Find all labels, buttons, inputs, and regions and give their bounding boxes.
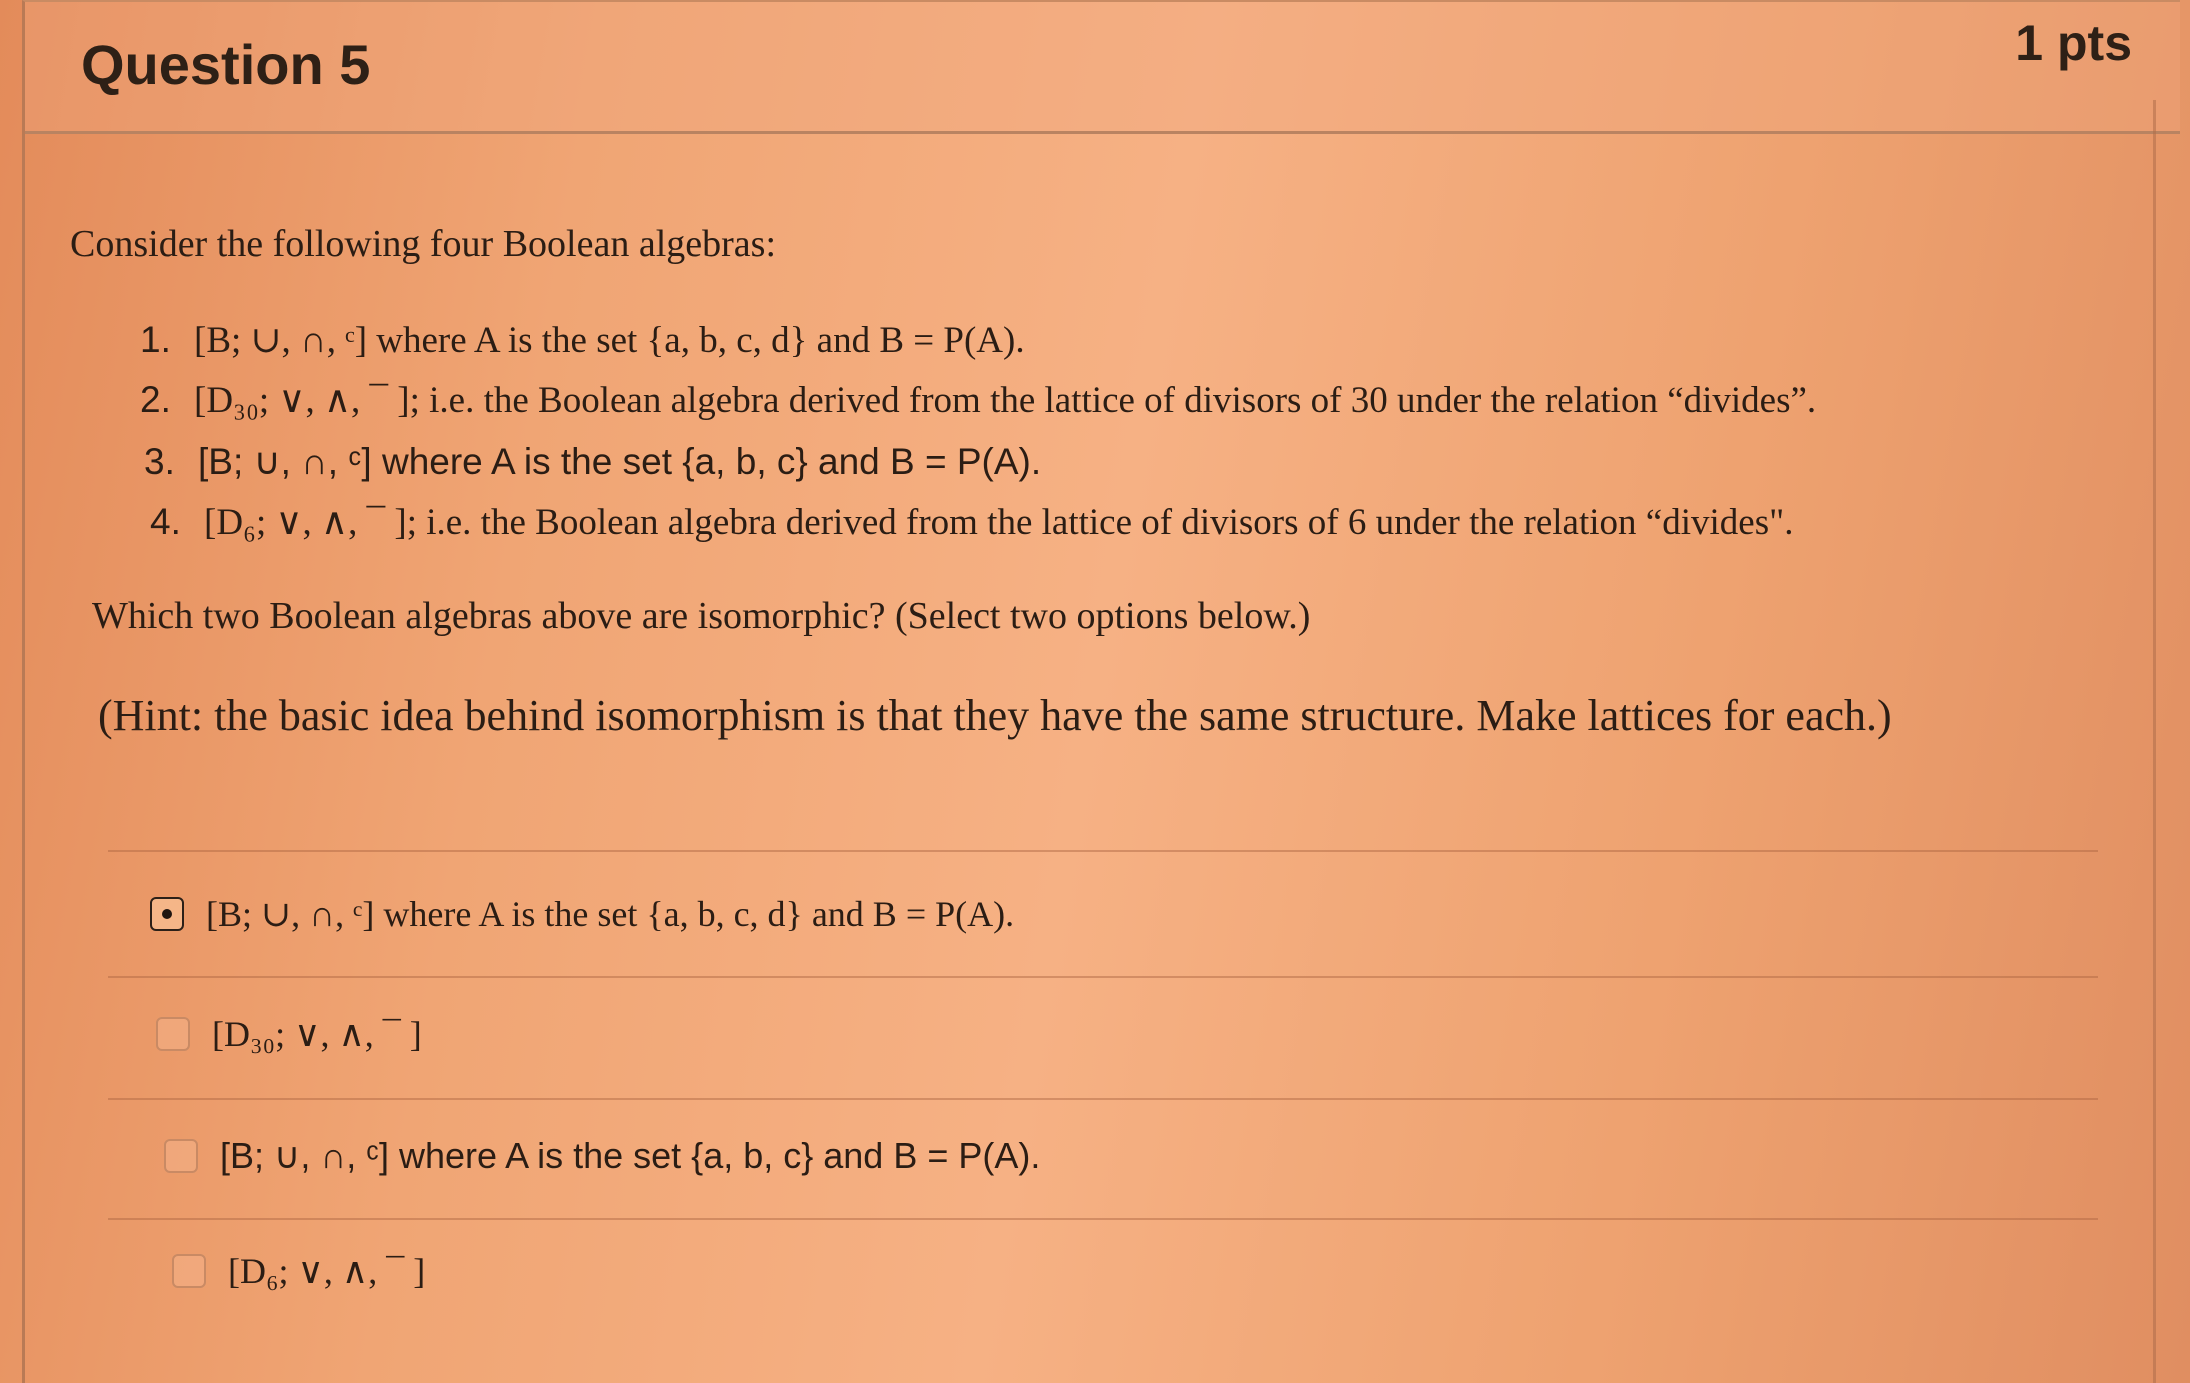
list-item-text: [B; ∪, ∩, ᶜ] where A is the set {a, b, c, d} and B = P(A). — [194, 320, 1025, 361]
option-divider — [108, 976, 2098, 978]
option-divider — [108, 1218, 2098, 1220]
question-points: 1 pts — [2015, 15, 2132, 71]
checkbox-unchecked[interactable] — [164, 1139, 198, 1173]
question-title: Question 5 — [81, 33, 371, 96]
answer-option-1[interactable] — [150, 893, 1014, 935]
option-label: [D₃₀; ∨, ∧, ¯ ] — [212, 1014, 422, 1054]
checkbox-unchecked[interactable] — [172, 1254, 206, 1288]
option-divider — [108, 850, 2098, 852]
question-prompt: Which two Boolean algebras above are isomorphic? (Select two options below.) — [92, 595, 1311, 637]
answer-option-4[interactable] — [172, 1250, 425, 1292]
option-label: [B; ∪, ∩, ᶜ] where A is the set {a, b, c} and B = P(A). — [220, 1135, 1041, 1176]
list-item-number: 1. — [140, 319, 171, 360]
algebra-list-item — [150, 500, 1793, 544]
question-header — [25, 2, 2180, 134]
algebra-list-item — [140, 318, 1025, 362]
list-item-text: [D₃₀; ∨, ∧, ¯ ]; i.e. the Boolean algebra derived from the lattice of divisors of 30 under the relation “divides”. — [194, 380, 1817, 421]
question-intro: Consider the following four Boolean algebras: — [70, 223, 777, 265]
checkbox-checked[interactable] — [150, 897, 184, 931]
option-divider — [108, 1098, 2098, 1100]
list-item-text: [B; ∪, ∩, ᶜ] where A is the set {a, b, c} and B = P(A). — [198, 441, 1042, 482]
checkbox-unchecked[interactable] — [156, 1017, 190, 1051]
algebra-list-item — [144, 440, 1041, 483]
answer-option-3[interactable] — [164, 1135, 1040, 1177]
algebra-list-item — [140, 378, 1816, 422]
list-item-number: 3. — [144, 441, 175, 482]
option-label: [D₆; ∨, ∧, ¯ ] — [228, 1251, 426, 1291]
question-hint: (Hint: the basic idea behind isomorphism is that they have the same structure. Make lattices for each.) — [98, 691, 1892, 740]
list-item-text: [D₆; ∨, ∧, ¯ ]; i.e. the Boolean algebra derived from the lattice of divisors of 6 under the relation “divides". — [204, 502, 1794, 543]
option-label: [B; ∪, ∩, ᶜ] where A is the set {a, b, c, d} and B = P(A). — [206, 894, 1015, 934]
list-item-number: 4. — [150, 501, 181, 542]
answer-option-2[interactable] — [156, 1013, 422, 1055]
list-item-number: 2. — [140, 379, 171, 420]
card-right-border — [2153, 100, 2156, 1383]
